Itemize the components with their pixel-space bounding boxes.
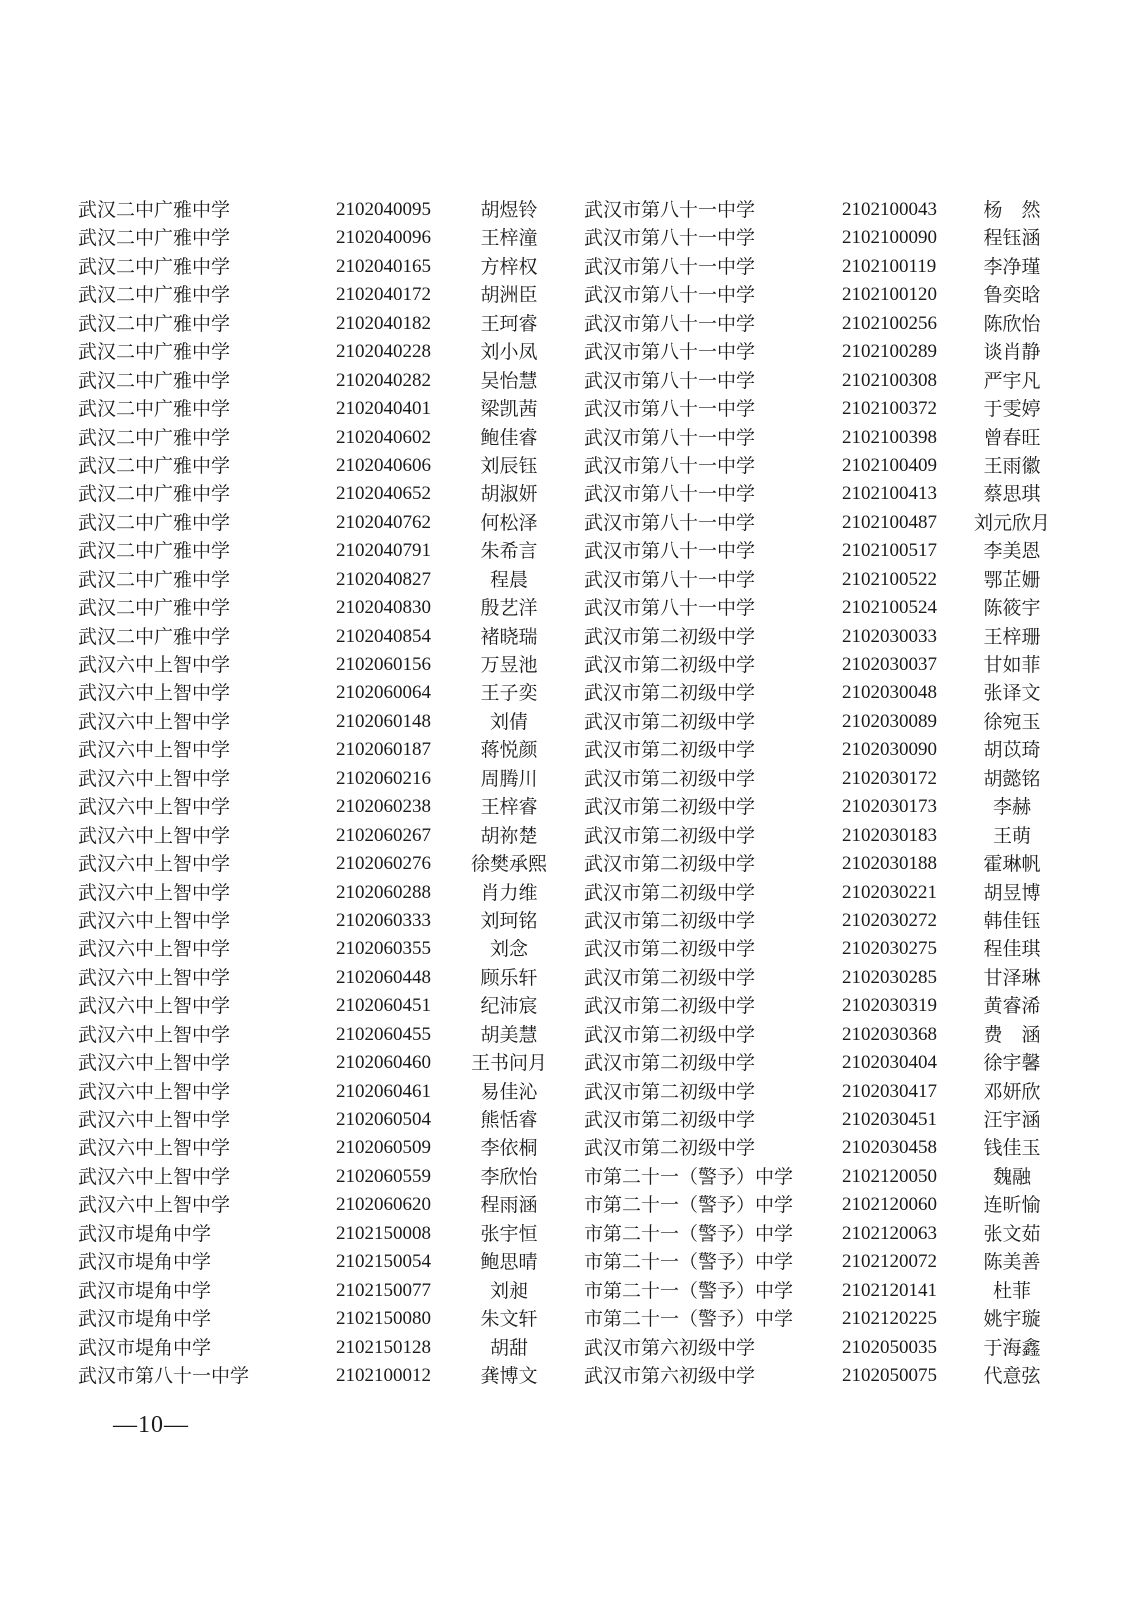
left-id-cell: 2102060216 (336, 767, 431, 789)
left-school-cell: 武汉六中上智中学 (78, 1023, 231, 1046)
table-row (78, 1021, 1068, 1049)
left-name-cell: 胡祢楚 (480, 824, 538, 847)
right-id-cell: 2102030090 (842, 739, 937, 761)
right-name-cell: 于雯婷 (983, 398, 1041, 421)
right-school-cell: 武汉市第二初级中学 (584, 1109, 756, 1131)
table-row (78, 480, 1068, 508)
left-name-cell: 胡淑妍 (480, 483, 538, 506)
right-name-cell: 谈肖静 (983, 341, 1041, 364)
left-id-cell: 2102040165 (336, 255, 431, 277)
left-school-cell: 武汉六中上智中学 (78, 938, 231, 961)
table-row (78, 736, 1068, 764)
left-name-cell: 胡煜铃 (480, 199, 538, 221)
table-row (78, 1134, 1068, 1162)
table-row (78, 1078, 1068, 1106)
right-id-cell: 2102120072 (842, 1251, 937, 1273)
left-id-cell: 2102150054 (336, 1251, 431, 1273)
right-id-cell: 2102030275 (842, 938, 937, 960)
left-name-cell: 王书问月 (470, 1052, 547, 1075)
left-name-cell: 胡甜 (489, 1336, 528, 1359)
left-school-cell: 武汉六中上智中学 (78, 682, 231, 705)
right-name-cell: 曾春旺 (983, 426, 1041, 449)
right-name-cell: 杨 然 (983, 199, 1041, 221)
left-name-cell: 徐樊承熙 (470, 853, 547, 876)
left-name-cell: 程晨 (489, 568, 528, 591)
right-school-cell: 武汉市第二初级中学 (584, 654, 756, 676)
right-name-cell: 鄂芷姗 (983, 568, 1041, 591)
right-school-cell: 武汉市第八十一中学 (584, 369, 756, 392)
right-name-cell: 魏融 (992, 1165, 1031, 1188)
left-id-cell: 2102060460 (336, 1052, 431, 1074)
right-id-cell: 2102100409 (842, 454, 937, 476)
table-row (78, 196, 1068, 224)
left-school-cell: 武汉六中上智中学 (78, 1052, 231, 1075)
left-id-cell: 2102060559 (336, 1165, 431, 1187)
table-row (78, 935, 1068, 963)
right-id-cell: 2102100413 (842, 483, 937, 505)
right-school-cell: 武汉市第八十一中学 (584, 284, 756, 307)
left-name-cell: 刘珂铭 (480, 909, 538, 932)
left-name-cell: 梁凯茜 (480, 398, 538, 421)
right-school-cell: 武汉市第六初级中学 (584, 1336, 756, 1359)
table-row (78, 822, 1068, 850)
left-id-cell: 2102040095 (336, 199, 431, 220)
left-school-cell: 武汉二中广雅中学 (78, 625, 231, 648)
right-name-cell: 徐宇馨 (983, 1052, 1041, 1075)
left-school-cell: 武汉二中广雅中学 (78, 284, 231, 307)
right-name-cell: 严宇凡 (983, 369, 1041, 392)
right-school-cell: 武汉市第二初级中学 (584, 767, 756, 790)
left-school-cell: 武汉六中上智中学 (78, 1165, 231, 1188)
right-id-cell: 2102100043 (842, 199, 937, 220)
right-name-cell: 杜菲 (992, 1279, 1031, 1302)
table-row (78, 1334, 1068, 1362)
table-row (78, 1362, 1068, 1390)
table-row (78, 1248, 1068, 1276)
left-id-cell: 2102040602 (336, 426, 431, 448)
left-id-cell: 2102060187 (336, 739, 431, 761)
table-row (78, 708, 1068, 736)
right-name-cell: 王雨徽 (983, 454, 1041, 477)
right-id-cell: 2102030089 (842, 710, 937, 732)
right-id-cell: 2102100487 (842, 511, 937, 533)
left-name-cell: 纪沛宸 (480, 995, 538, 1018)
left-school-cell: 武汉二中广雅中学 (78, 540, 231, 563)
left-id-cell: 2102060276 (336, 853, 431, 875)
right-name-cell: 陈筱宇 (983, 597, 1041, 620)
left-name-cell: 鲍思晴 (480, 1251, 538, 1274)
right-name-cell: 程钰涵 (983, 227, 1041, 250)
left-id-cell: 2102150080 (336, 1308, 431, 1330)
left-id-cell: 2102040172 (336, 284, 431, 306)
right-id-cell: 2102030417 (842, 1080, 937, 1102)
table-row (78, 765, 1068, 793)
right-id-cell: 2102050035 (842, 1336, 937, 1358)
left-name-cell: 张宇恒 (480, 1222, 538, 1245)
right-id-cell: 2102030033 (842, 625, 937, 647)
right-name-cell: 陈美善 (983, 1251, 1041, 1274)
left-id-cell: 2102060448 (336, 966, 431, 988)
left-school-cell: 武汉二中广雅中学 (78, 199, 231, 221)
left-id-cell: 2102040228 (336, 341, 431, 363)
right-school-cell: 武汉市第二初级中学 (584, 739, 756, 762)
right-school-cell: 市第二十一（警予）中学 (584, 1165, 794, 1188)
left-school-cell: 武汉六中上智中学 (78, 881, 231, 904)
right-school-cell: 武汉市第八十一中学 (584, 426, 756, 449)
left-school-cell: 武汉二中广雅中学 (78, 483, 231, 506)
right-id-cell: 2102100398 (842, 426, 937, 448)
left-school-cell: 武汉六中上智中学 (78, 710, 231, 733)
left-school-cell: 武汉六中上智中学 (78, 824, 231, 847)
right-name-cell: 李美恩 (983, 540, 1041, 563)
right-name-cell: 李赫 (992, 796, 1031, 819)
left-id-cell: 2102060288 (336, 881, 431, 903)
right-name-cell: 刘元欣月 (973, 511, 1050, 534)
left-id-cell: 2102060355 (336, 938, 431, 960)
left-id-cell: 2102060509 (336, 1137, 431, 1159)
left-name-cell: 王珂睿 (480, 312, 538, 335)
left-id-cell: 2102060148 (336, 710, 431, 732)
right-id-cell: 2102100517 (842, 540, 937, 562)
left-school-cell: 武汉市第八十一中学 (78, 1364, 250, 1387)
right-id-cell: 2102030221 (842, 881, 937, 903)
left-school-cell: 武汉市堤角中学 (78, 1336, 212, 1359)
right-school-cell: 武汉市第八十一中学 (584, 568, 756, 591)
left-name-cell: 程雨涵 (480, 1194, 538, 1217)
left-school-cell: 武汉六中上智中学 (78, 909, 231, 932)
left-school-cell: 武汉市堤角中学 (78, 1222, 212, 1245)
left-school-cell: 武汉二中广雅中学 (78, 398, 231, 421)
right-name-cell: 费 涵 (983, 1023, 1041, 1046)
table-row (78, 907, 1068, 935)
right-id-cell: 2102030173 (842, 796, 937, 818)
left-id-cell: 2102040854 (336, 625, 431, 647)
left-name-cell: 刘念 (489, 938, 528, 961)
table-row (78, 1277, 1068, 1305)
left-school-cell: 武汉二中广雅中学 (78, 597, 231, 620)
right-name-cell: 程佳琪 (983, 938, 1041, 961)
right-school-cell: 武汉市第二初级中学 (584, 938, 756, 961)
left-name-cell: 刘小凤 (480, 341, 538, 364)
right-id-cell: 2102120060 (842, 1194, 937, 1216)
right-name-cell: 黄睿浠 (983, 995, 1041, 1018)
right-name-cell: 钱佳玉 (983, 1137, 1041, 1160)
right-id-cell: 2102030272 (842, 909, 937, 931)
table-row (78, 793, 1068, 821)
left-school-cell: 武汉二中广雅中学 (78, 341, 231, 364)
left-school-cell: 武汉二中广雅中学 (78, 312, 231, 335)
left-name-cell: 蒋悦颜 (480, 739, 538, 762)
left-name-cell: 熊恬睿 (480, 1109, 538, 1131)
roster-table (78, 196, 1068, 1390)
right-id-cell: 2102030404 (842, 1052, 937, 1074)
right-id-cell: 2102030172 (842, 767, 937, 789)
left-id-cell: 2102060064 (336, 682, 431, 704)
left-name-cell: 鲍佳睿 (480, 426, 538, 449)
right-id-cell: 2102100308 (842, 369, 937, 391)
left-id-cell: 2102040401 (336, 398, 431, 420)
right-school-cell: 武汉市第二初级中学 (584, 966, 756, 989)
table-row (78, 1220, 1068, 1248)
left-school-cell: 武汉市堤角中学 (78, 1279, 212, 1302)
right-school-cell: 武汉市第八十一中学 (584, 454, 756, 477)
right-id-cell: 2102030048 (842, 682, 937, 704)
left-name-cell: 易佳沁 (480, 1080, 538, 1103)
left-id-cell: 2102060455 (336, 1023, 431, 1045)
left-school-cell: 武汉六中上智中学 (78, 1109, 231, 1131)
right-school-cell: 武汉市第二初级中学 (584, 1052, 756, 1075)
table-row (78, 224, 1068, 252)
right-school-cell: 武汉市第八十一中学 (584, 312, 756, 335)
left-id-cell: 2102060451 (336, 995, 431, 1017)
right-school-cell: 武汉市第八十一中学 (584, 255, 756, 278)
left-school-cell: 武汉市堤角中学 (78, 1308, 212, 1331)
left-school-cell: 武汉六中上智中学 (78, 1137, 231, 1160)
left-name-cell: 朱文轩 (480, 1308, 538, 1331)
right-id-cell: 2102100522 (842, 568, 937, 590)
left-name-cell: 万昱池 (480, 654, 538, 676)
left-school-cell: 武汉六中上智中学 (78, 739, 231, 762)
left-id-cell: 2102060238 (336, 796, 431, 818)
right-id-cell: 2102100120 (842, 284, 937, 306)
right-school-cell: 武汉市第二初级中学 (584, 1137, 756, 1160)
right-name-cell: 张译文 (983, 682, 1041, 705)
right-name-cell: 胡昱博 (983, 881, 1041, 904)
right-name-cell: 邓妍欣 (983, 1080, 1041, 1103)
left-name-cell: 刘倩 (489, 710, 528, 733)
left-id-cell: 2102040791 (336, 540, 431, 562)
right-school-cell: 武汉市第二初级中学 (584, 1023, 756, 1046)
right-name-cell: 徐宛玉 (983, 710, 1041, 733)
table-row (78, 623, 1068, 651)
table-row (78, 1163, 1068, 1191)
left-id-cell: 2102040606 (336, 454, 431, 476)
right-school-cell: 武汉市第八十一中学 (584, 398, 756, 421)
left-name-cell: 王梓潼 (480, 227, 538, 250)
left-name-cell: 王子奕 (480, 682, 538, 705)
right-name-cell: 李净瑾 (983, 255, 1041, 278)
table-row (78, 452, 1068, 480)
table-row (78, 537, 1068, 565)
left-id-cell: 2102040652 (336, 483, 431, 505)
left-school-cell: 武汉二中广雅中学 (78, 511, 231, 534)
table-row (78, 1049, 1068, 1077)
right-school-cell: 市第二十一（警予）中学 (584, 1308, 794, 1331)
left-school-cell: 武汉六中上智中学 (78, 654, 231, 676)
right-id-cell: 2102120063 (842, 1222, 937, 1244)
right-name-cell: 王萌 (992, 824, 1031, 847)
left-id-cell: 2102060267 (336, 824, 431, 846)
left-school-cell: 武汉六中上智中学 (78, 966, 231, 989)
left-name-cell: 顾乐轩 (480, 966, 538, 989)
right-id-cell: 2102030188 (842, 853, 937, 875)
table-row (78, 367, 1068, 395)
right-name-cell: 鲁奕晗 (983, 284, 1041, 307)
right-school-cell: 武汉市第二初级中学 (584, 995, 756, 1018)
left-school-cell: 武汉六中上智中学 (78, 1194, 231, 1217)
table-row (78, 566, 1068, 594)
right-name-cell: 陈欣怡 (983, 312, 1041, 335)
right-id-cell: 2102100090 (842, 227, 937, 249)
left-name-cell: 李依桐 (480, 1137, 538, 1160)
right-id-cell: 2102030368 (842, 1023, 937, 1045)
left-id-cell: 2102040096 (336, 227, 431, 249)
table-row (78, 879, 1068, 907)
right-id-cell: 2102100372 (842, 398, 937, 420)
right-school-cell: 武汉市第八十一中学 (584, 199, 756, 221)
left-school-cell: 武汉六中上智中学 (78, 995, 231, 1018)
right-school-cell: 武汉市第二初级中学 (584, 909, 756, 932)
table-row (78, 509, 1068, 537)
right-school-cell: 市第二十一（警予）中学 (584, 1251, 794, 1274)
right-school-cell: 武汉市第八十一中学 (584, 511, 756, 534)
left-name-cell: 胡洲臣 (480, 284, 538, 307)
left-school-cell: 武汉市堤角中学 (78, 1251, 212, 1274)
table-row (78, 679, 1068, 707)
left-name-cell: 褚晓瑞 (480, 625, 538, 648)
right-school-cell: 武汉市第二初级中学 (584, 682, 756, 705)
table-row (78, 395, 1068, 423)
left-school-cell: 武汉六中上智中学 (78, 796, 231, 819)
table-row (78, 424, 1068, 452)
table-row (78, 253, 1068, 281)
left-id-cell: 2102060333 (336, 909, 431, 931)
left-id-cell: 2102040182 (336, 312, 431, 334)
right-id-cell: 2102050075 (842, 1364, 937, 1386)
left-school-cell: 武汉六中上智中学 (78, 767, 231, 790)
page-number: —10— (113, 1412, 189, 1438)
left-name-cell: 刘辰钰 (480, 454, 538, 477)
left-id-cell: 2102060504 (336, 1109, 431, 1130)
table-row (78, 964, 1068, 992)
right-name-cell: 代意弦 (983, 1364, 1041, 1387)
right-id-cell: 2102030451 (842, 1109, 937, 1130)
table-row (78, 310, 1068, 338)
right-school-cell: 武汉市第八十一中学 (584, 597, 756, 620)
right-name-cell: 蔡思琪 (983, 483, 1041, 506)
right-school-cell: 市第二十一（警予）中学 (584, 1194, 794, 1217)
left-id-cell: 2102150128 (336, 1336, 431, 1358)
left-id-cell: 2102040830 (336, 597, 431, 619)
left-name-cell: 殷艺洋 (480, 597, 538, 620)
left-id-cell: 2102040282 (336, 369, 431, 391)
left-school-cell: 武汉二中广雅中学 (78, 568, 231, 591)
right-name-cell: 胡懿铭 (983, 767, 1041, 790)
left-name-cell: 胡美慧 (480, 1023, 538, 1046)
left-id-cell: 2102040762 (336, 511, 431, 533)
right-name-cell: 王梓珊 (983, 625, 1041, 648)
left-id-cell: 2102060461 (336, 1080, 431, 1102)
table-row (78, 992, 1068, 1020)
left-name-cell: 朱希言 (480, 540, 538, 563)
left-school-cell: 武汉二中广雅中学 (78, 454, 231, 477)
right-school-cell: 武汉市第八十一中学 (584, 341, 756, 364)
right-school-cell: 武汉市第八十一中学 (584, 227, 756, 250)
right-id-cell: 2102100256 (842, 312, 937, 334)
left-name-cell: 刘昶 (489, 1279, 528, 1302)
right-name-cell: 霍琳帆 (983, 853, 1041, 876)
right-name-cell: 甘如菲 (983, 654, 1041, 676)
right-id-cell: 2102120050 (842, 1165, 937, 1187)
left-name-cell: 方梓权 (480, 255, 538, 278)
left-name-cell: 龚博文 (480, 1364, 538, 1387)
right-school-cell: 市第二十一（警予）中学 (584, 1222, 794, 1245)
left-name-cell: 周腾川 (480, 767, 538, 790)
right-school-cell: 武汉市第二初级中学 (584, 625, 756, 648)
table-row (78, 850, 1068, 878)
left-id-cell: 2102040827 (336, 568, 431, 590)
left-id-cell: 2102100012 (336, 1364, 431, 1386)
right-name-cell: 甘泽琳 (983, 966, 1041, 989)
right-school-cell: 武汉市第八十一中学 (584, 483, 756, 506)
left-name-cell: 王梓睿 (480, 796, 538, 819)
right-name-cell: 汪宇涵 (983, 1109, 1041, 1131)
right-school-cell: 武汉市第六初级中学 (584, 1364, 756, 1387)
table-row (78, 1191, 1068, 1219)
right-id-cell: 2102030319 (842, 995, 937, 1017)
right-id-cell: 2102120141 (842, 1279, 937, 1301)
right-school-cell: 武汉市第二初级中学 (584, 1080, 756, 1103)
right-name-cell: 张文茹 (983, 1222, 1041, 1245)
right-school-cell: 武汉市第二初级中学 (584, 796, 756, 819)
left-school-cell: 武汉六中上智中学 (78, 853, 231, 876)
right-school-cell: 武汉市第二初级中学 (584, 824, 756, 847)
table-row (78, 338, 1068, 366)
right-name-cell: 姚宇璇 (983, 1308, 1041, 1331)
table-row (78, 594, 1068, 622)
table-row (78, 1106, 1068, 1134)
right-school-cell: 武汉市第二初级中学 (584, 853, 756, 876)
left-school-cell: 武汉二中广雅中学 (78, 255, 231, 278)
left-school-cell: 武汉二中广雅中学 (78, 369, 231, 392)
left-id-cell: 2102150077 (336, 1279, 431, 1301)
right-id-cell: 2102100524 (842, 597, 937, 619)
right-name-cell: 韩佳钰 (983, 909, 1041, 932)
right-school-cell: 武汉市第二初级中学 (584, 881, 756, 904)
right-school-cell: 市第二十一（警予）中学 (584, 1279, 794, 1302)
right-id-cell: 2102030285 (842, 966, 937, 988)
right-id-cell: 2102030183 (842, 824, 937, 846)
left-id-cell: 2102060156 (336, 654, 431, 675)
table-row (78, 651, 1068, 679)
left-name-cell: 吴怡慧 (480, 369, 538, 392)
right-name-cell: 于海鑫 (983, 1336, 1041, 1359)
right-id-cell: 2102100119 (842, 255, 937, 277)
right-id-cell: 2102120225 (842, 1308, 937, 1330)
left-school-cell: 武汉六中上智中学 (78, 1080, 231, 1103)
table-row (78, 1305, 1068, 1333)
right-school-cell: 武汉市第八十一中学 (584, 540, 756, 563)
left-school-cell: 武汉二中广雅中学 (78, 426, 231, 449)
left-school-cell: 武汉二中广雅中学 (78, 227, 231, 250)
left-id-cell: 2102150008 (336, 1222, 431, 1244)
right-name-cell: 连昕愉 (983, 1194, 1041, 1217)
right-school-cell: 武汉市第二初级中学 (584, 710, 756, 733)
left-name-cell: 李欣怡 (480, 1165, 538, 1188)
right-id-cell: 2102100289 (842, 341, 937, 363)
left-name-cell: 何松泽 (480, 511, 538, 534)
left-id-cell: 2102060620 (336, 1194, 431, 1216)
table-row (78, 281, 1068, 309)
left-name-cell: 肖力维 (480, 881, 538, 904)
right-name-cell: 胡苡琦 (983, 739, 1041, 762)
right-id-cell: 2102030458 (842, 1137, 937, 1159)
right-id-cell: 2102030037 (842, 654, 937, 675)
